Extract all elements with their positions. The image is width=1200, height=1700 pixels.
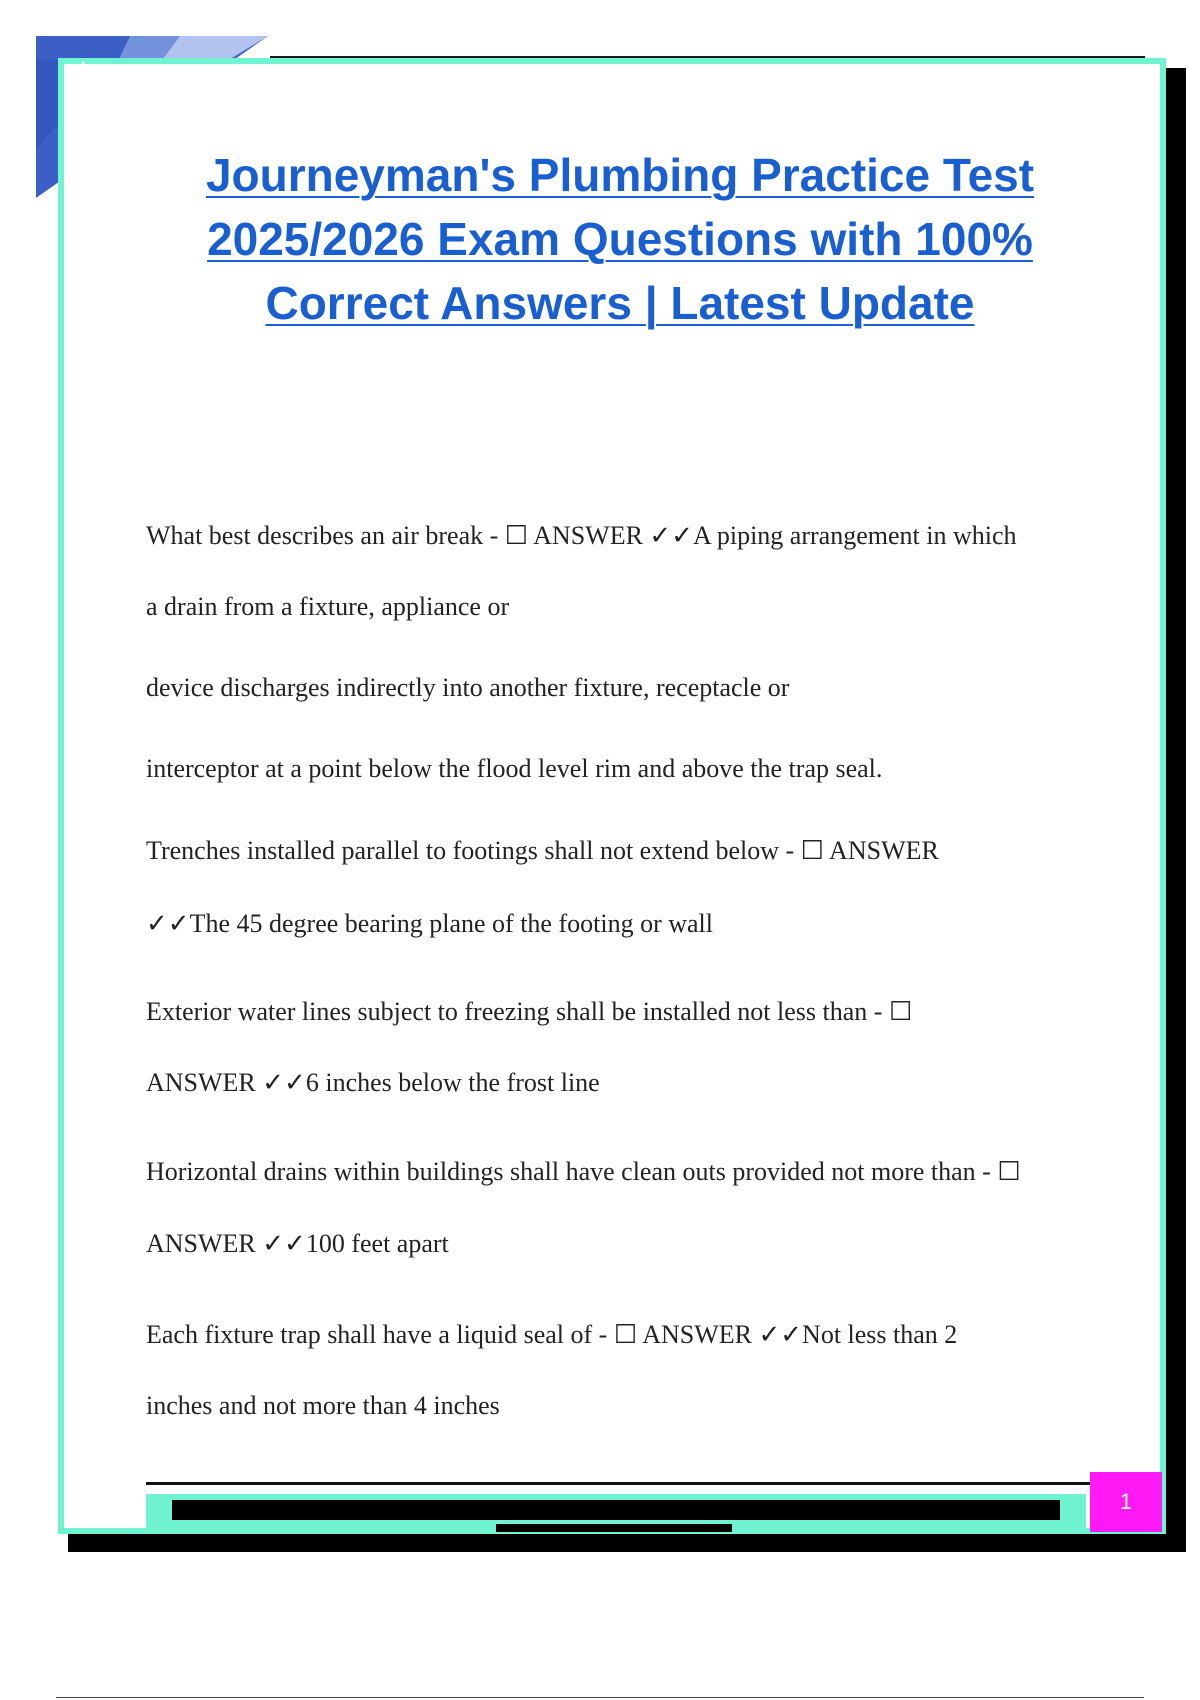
footer-bar-sub [496,1524,732,1532]
qa-line: interceptor at a point below the flood level rim and above the trap seal. [146,754,883,783]
corner-number: 1 [80,58,88,74]
qa-line: inches and not more than 4 inches [146,1391,500,1420]
qa-line: Each fixture trap shall have a liquid seal of - ☐ ANSWER ✓✓Not less than 2 [146,1320,958,1349]
qa-line: ✓✓The 45 degree bearing plane of the footing or wall [146,909,713,938]
bottom-rule [56,1697,1144,1698]
qa-line: a drain from a fixture, appliance or [146,592,510,621]
qa-line: ANSWER ✓✓100 feet apart [146,1229,449,1258]
qa-line: What best describes an air break - ☐ ANSWER ✓✓A piping arrangement in which [146,521,1017,550]
qa-line: device discharges indirectly into another fixture, receptacle or [146,673,790,702]
footer-rule [146,1482,1090,1485]
title-line: 2025/2026 Exam Questions with 100% [207,213,1033,265]
footer-bar [146,1494,1086,1534]
page-number-badge: 1 [1090,1472,1162,1532]
qa-line: Horizontal drains within buildings shall have clean outs provided not more than - ☐ [146,1157,1021,1186]
qa-line: Trenches installed parallel to footings shall not extend below - ☐ ANSWER [146,836,939,865]
qa-line: ANSWER ✓✓6 inches below the frost line [146,1068,600,1097]
qa-line: Exterior water lines subject to freezing shall be installed not less than - ☐ [146,997,913,1026]
document-title[interactable] [150,143,1090,335]
footer-bar-inner [172,1500,1060,1520]
title-line: Correct Answers | Latest Update [265,277,975,329]
title-line: Journeyman's Plumbing Practice Test [205,149,1035,201]
